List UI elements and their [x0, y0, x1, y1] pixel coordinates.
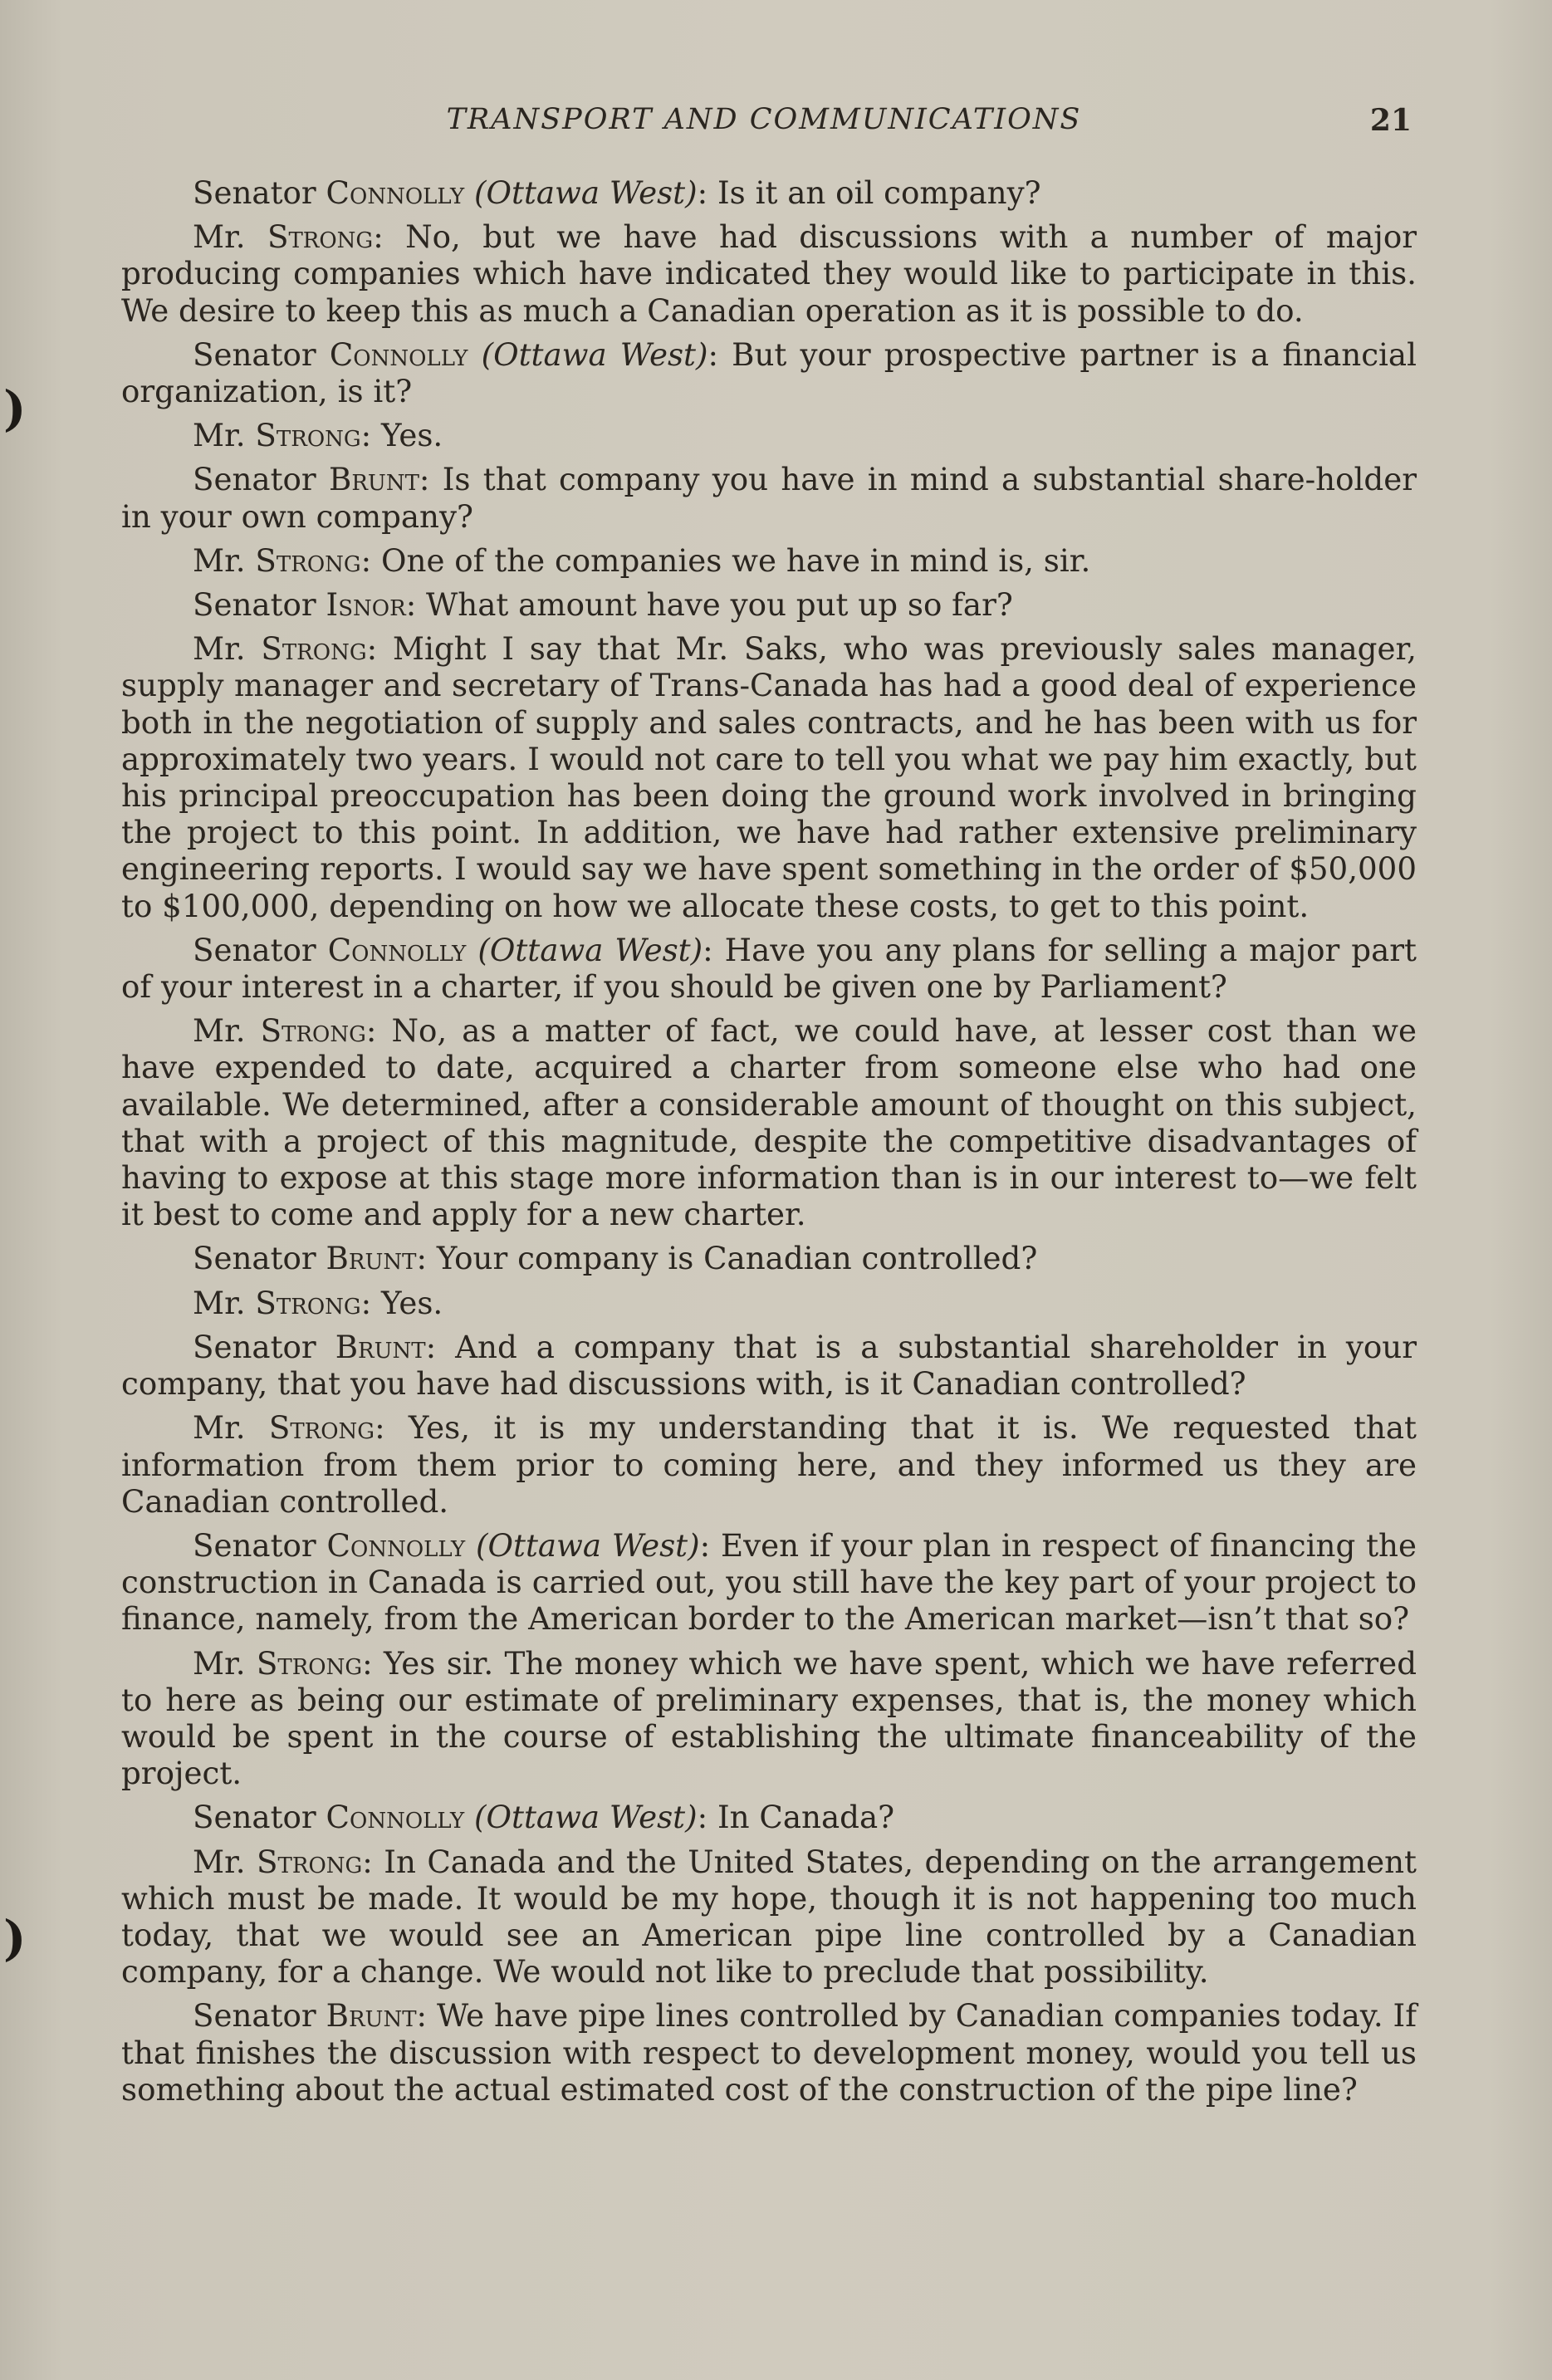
speech-text: : In Canada?	[697, 1799, 895, 1836]
transcript-paragraph	[121, 461, 1417, 534]
speaker-name: Strong	[255, 541, 361, 579]
transcript-paragraph	[121, 1329, 1417, 1402]
speech-text: : Is that company you have in mind a substantial share-holder in your own company?	[121, 461, 1417, 535]
transcript-paragraph	[121, 1012, 1417, 1232]
speaker-title: Mr.	[193, 1284, 246, 1321]
speaker-title: Senator	[193, 1240, 316, 1277]
speaker-name: Strong	[255, 417, 361, 454]
transcript-paragraph	[121, 218, 1417, 329]
transcript-paragraph	[121, 1997, 1417, 2108]
transcript-paragraph	[121, 1240, 1417, 1276]
transcript-paragraph	[121, 1527, 1417, 1638]
speaker-title: Mr.	[193, 1012, 246, 1050]
transcript-paragraph	[121, 1645, 1417, 1792]
transcript-paragraph	[121, 542, 1417, 579]
speaker-riding: (Ottawa West)	[476, 1526, 700, 1564]
speaker-name: Brunt	[329, 461, 419, 498]
speech-text: : And a company that is a substantial shareholder in your company, that you have had discussions with, is it Canadian controlled?	[121, 1328, 1417, 1403]
transcript-paragraph	[121, 1409, 1417, 1520]
speech-text: : We have pipe lines controlled by Canadian companies today. If that finishes the discussion with respect to development money, would you tell us something about the actual estimated cost of the construction of the pipe line?	[121, 1997, 1417, 2108]
speaker-name: Strong	[255, 1284, 361, 1321]
speech-text: : Yes, it is my understanding that it is. We requested that information from them prior to coming here, and they informed us they are Canadian controlled.	[121, 1409, 1417, 1520]
transcript-paragraph	[121, 932, 1417, 1005]
speaker-title: Senator	[193, 1997, 316, 2035]
speaker-title: Senator	[193, 461, 316, 498]
speaker-name: Strong	[267, 218, 374, 256]
speaker-title: Senator	[193, 335, 316, 373]
speaker-title: Senator	[193, 1328, 316, 1365]
speech-text: : Even if your plan in respect of financing the construction in Canada is carried out, you still have the key part of your project to finance, namely, from the American border to the American market—isn’t that so?	[121, 1526, 1417, 1638]
transcript-body	[121, 174, 1417, 2115]
speech-text: : Yes sir. The money which we have spent, which we have referred to here as being our estimate of preliminary expenses, that is, the money which would be spent in the course of establishing the ultimate financeability of the project.	[121, 1644, 1417, 1792]
speech-text: : Yes.	[360, 1284, 443, 1321]
transcript-paragraph	[121, 1844, 1417, 1991]
speaker-title: Mr.	[193, 417, 246, 454]
speaker-name: Strong	[261, 630, 367, 668]
speaker-name: Connolly	[326, 174, 465, 211]
speech-text: : Have you any plans for selling a major part of your interest in a charter, if you should be given one by Parliament?	[121, 931, 1417, 1006]
speaker-title: Senator	[193, 1526, 316, 1564]
page-header	[116, 100, 1412, 149]
transcript-paragraph	[121, 174, 1417, 211]
margin-mark: )	[3, 380, 27, 437]
speech-text: : Your company is Canadian controlled?	[416, 1240, 1038, 1277]
speaker-name: Strong	[268, 1409, 375, 1447]
speaker-title: Mr.	[193, 1843, 246, 1880]
margin-mark: )	[3, 1910, 27, 1966]
speaker-title: Mr.	[193, 218, 246, 256]
speaker-name: Connolly	[326, 1799, 465, 1836]
speaker-name: Brunt	[326, 1240, 417, 1277]
speaker-riding: (Ottawa West)	[481, 335, 708, 373]
speaker-title: Mr.	[193, 541, 246, 579]
speaker-name: Brunt	[326, 1997, 417, 2035]
speech-text: : Might I say that Mr. Saks, who was previously sales manager, supply manager and secretary of Trans-Canada has had a good deal of experience both in the negotiation of supply and sales contracts, and he has been with us for approximately two years. I would not care to tell you what we pay him exactly, but his principal preoccupation has been doing the ground work involved in bringing the project to this point. In addition, we have had rather extensive preliminary engineering reports. I would say we have spent something in the order of $50,000 to $100,000, depending on how we allocate these costs, to get to this point.	[121, 630, 1417, 924]
speech-text: : No, as a matter of fact, we could have, at lesser cost than we have expended to date, acquired a charter from someone else who had one available. We determined, after a considerable amount of thought on this subject, that with a project of this magnitude, despite the competitive disadvantages of having to expose at this stage more information than is in our interest to—we felt it best to come and apply for a new charter.	[121, 1012, 1417, 1233]
speaker-name: Connolly	[326, 1526, 466, 1564]
speech-text: : What amount have you put up so far?	[405, 586, 1013, 624]
speech-text: : In Canada and the United States, depending on the arrangement which must be made. It would be my hope, though it is not happening too much today, that we would see an American pipe line controlled by a Canadian company, for a change. We would not like to preclude that possibility.	[121, 1843, 1417, 1991]
speaker-name: Isnor	[326, 586, 406, 624]
speaker-title: Senator	[193, 1799, 316, 1836]
transcript-paragraph	[121, 1799, 1417, 1835]
speech-text: : Yes.	[360, 417, 443, 454]
speech-text: : But your prospective partner is a financial organization, is it?	[121, 335, 1417, 410]
speaker-riding: (Ottawa West)	[474, 174, 698, 211]
transcript-paragraph	[121, 1285, 1417, 1321]
speaker-title: Mr.	[193, 1644, 246, 1682]
speech-text: : Is it an oil company?	[697, 174, 1041, 211]
speaker-title: Senator	[193, 931, 316, 968]
speaker-title: Mr.	[193, 1409, 246, 1447]
speaker-riding: (Ottawa West)	[474, 1799, 698, 1836]
speech-text: : No, but we have had discussions with a number of major producing companies which have indicated they would like to participate in this. We desire to keep this as much a Canadian operation as it is possible to do.	[121, 218, 1417, 329]
speaker-name: Strong	[256, 1644, 363, 1682]
transcript-paragraph	[121, 336, 1417, 409]
speaker-riding: (Ottawa West)	[477, 931, 703, 968]
speaker-title: Senator	[193, 586, 316, 624]
speaker-name: Strong	[257, 1843, 363, 1880]
speaker-name: Connolly	[329, 335, 468, 373]
page-number: 21	[1369, 103, 1412, 138]
speaker-name: Brunt	[335, 1328, 426, 1365]
speaker-name: Connolly	[327, 931, 467, 968]
transcript-paragraph	[121, 417, 1417, 453]
transcript-paragraph	[121, 586, 1417, 623]
speaker-title: Senator	[193, 174, 316, 211]
speech-text: : One of the companies we have in mind is, sir.	[360, 541, 1091, 579]
transcript-paragraph	[121, 630, 1417, 924]
speaker-name: Strong	[260, 1012, 366, 1050]
running-head: TRANSPORT AND COMMUNICATIONS	[446, 103, 1082, 136]
speaker-title: Mr.	[193, 630, 246, 668]
